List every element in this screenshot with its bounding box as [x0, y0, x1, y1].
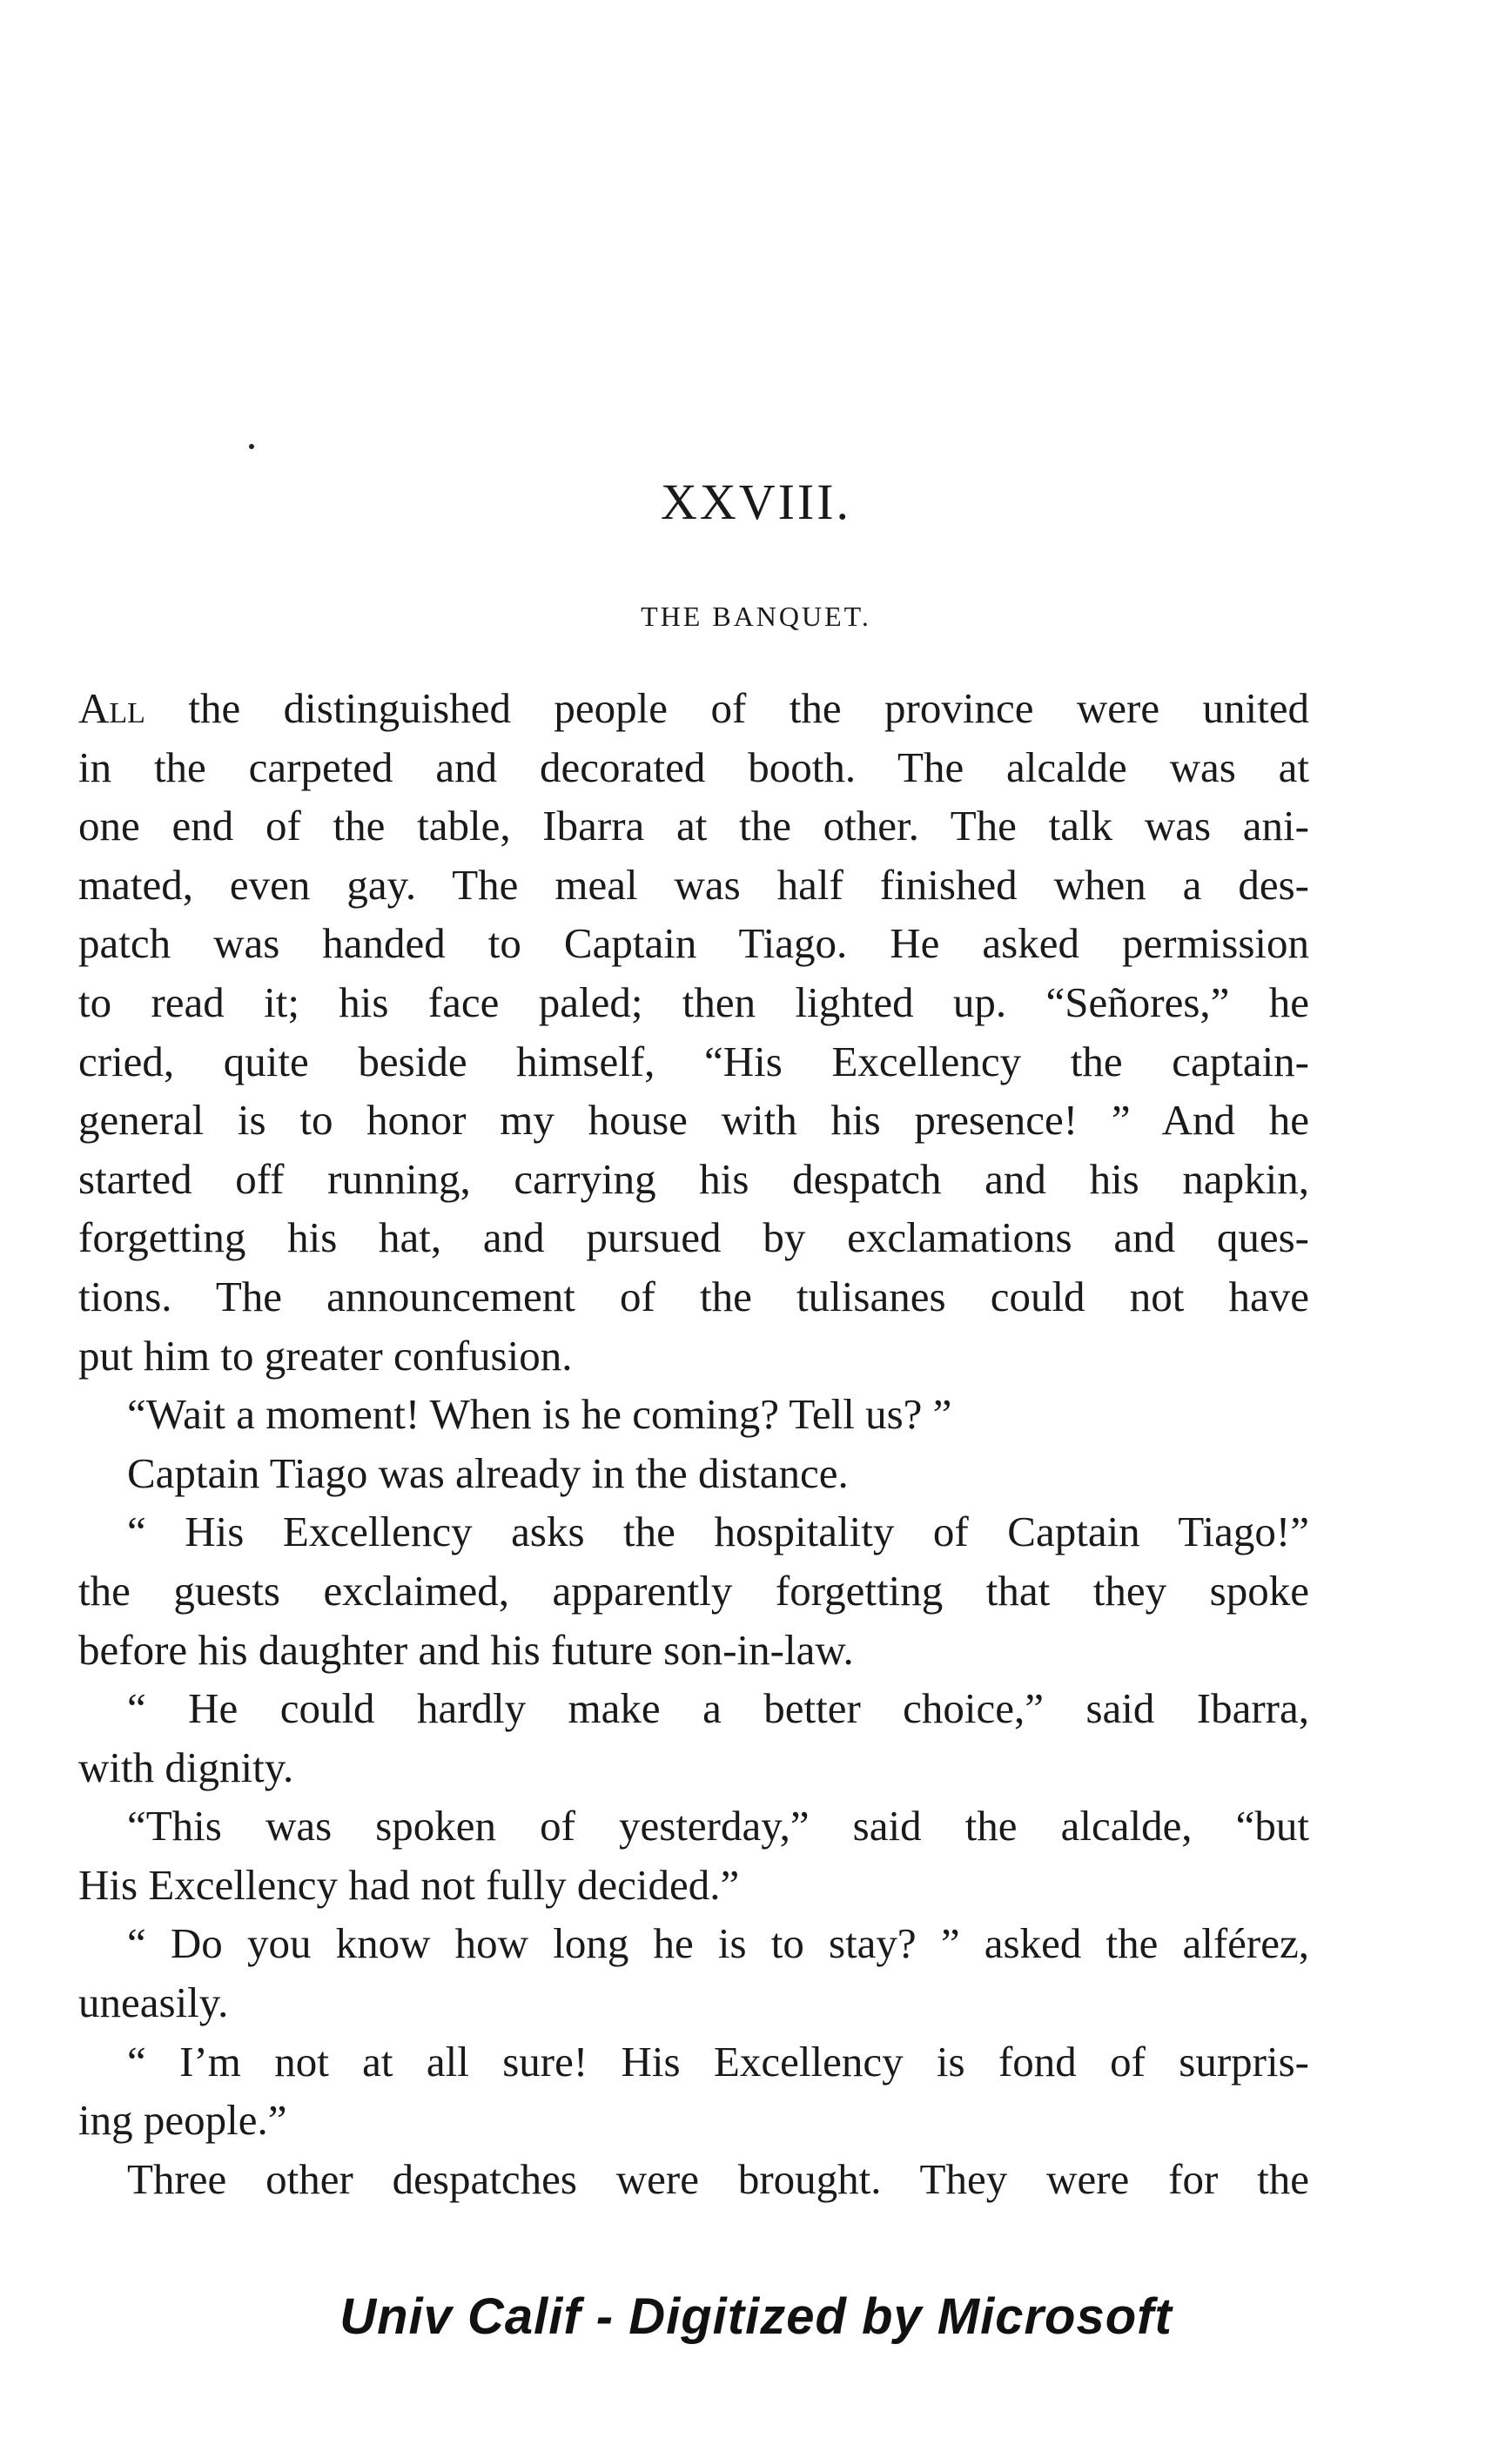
- text-line: mated, even gay. The meal was half finished when a des-: [78, 860, 1309, 909]
- text-line: with dignity.: [78, 1743, 294, 1791]
- text-line: started off running, carrying his despatch and his napkin,: [78, 1154, 1309, 1203]
- text-line: “Wait a moment! When is he coming? Tell us? ”: [127, 1390, 952, 1439]
- text-line: [78, 679, 1309, 738]
- text-line: “ Do you know how long he is to stay? ” asked the alférez,: [127, 1919, 1309, 1968]
- text-line: tions. The announcement of the tulisanes could not have: [78, 1272, 1309, 1320]
- text-line: His Excellency had not fully decided.”: [78, 1860, 740, 1909]
- text-line: Captain Tiago was already in the distance.: [127, 1448, 849, 1497]
- text-line: “This was spoken of yesterday,” said the alcalde, “but: [127, 1802, 1309, 1851]
- chapter-number: XXVIII.: [660, 474, 852, 530]
- text-line: in the carpeted and decorated booth. The alcalde was at: [78, 742, 1309, 791]
- text-line: “ I’m not at all sure! His Excellency is fond of surpris-: [127, 2037, 1309, 2086]
- text-line: patch was handed to Captain Tiago. He asked permission: [78, 919, 1309, 968]
- text-line: Three other despatches were brought. They were for the: [127, 2154, 1309, 2203]
- text-line: ing people.”: [78, 2096, 287, 2145]
- text-line: put him to greater confusion.: [78, 1331, 573, 1380]
- text-line: general is to honor my house with his presence! ” And he: [78, 1096, 1309, 1145]
- text-line: cried, quite beside himself, “His Excellency the captain-: [78, 1037, 1309, 1085]
- text-line: before his daughter and his future son-in-law.: [78, 1625, 854, 1674]
- text-line: the guests exclaimed, apparently forgetting that they spoke: [78, 1566, 1309, 1615]
- text-line: one end of the table, Ibarra at the other. The talk was ani-: [78, 802, 1309, 850]
- stray-mark: [249, 444, 254, 449]
- text-line-rest: the distinguished people of the province were united: [144, 684, 1309, 732]
- text-line: to read it; his face paled; then lighted up. “Señores,” he: [78, 977, 1309, 1026]
- body-text: [78, 679, 1309, 2208]
- text-line: “ His Excellency asks the hospitality of Captain Tiago!”: [127, 1508, 1309, 1556]
- digitization-watermark: Univ Calif - Digitized by Microsoft: [339, 2288, 1173, 2345]
- drop-word: All: [78, 684, 145, 732]
- text-line: uneasily.: [78, 1978, 229, 2027]
- text-line: “ He could hardly make a better choice,” said Ibarra,: [127, 1684, 1309, 1733]
- text-line: forgetting his hat, and pursued by exclamations and ques-: [78, 1213, 1309, 1262]
- chapter-title: THE BANQUET.: [641, 601, 871, 632]
